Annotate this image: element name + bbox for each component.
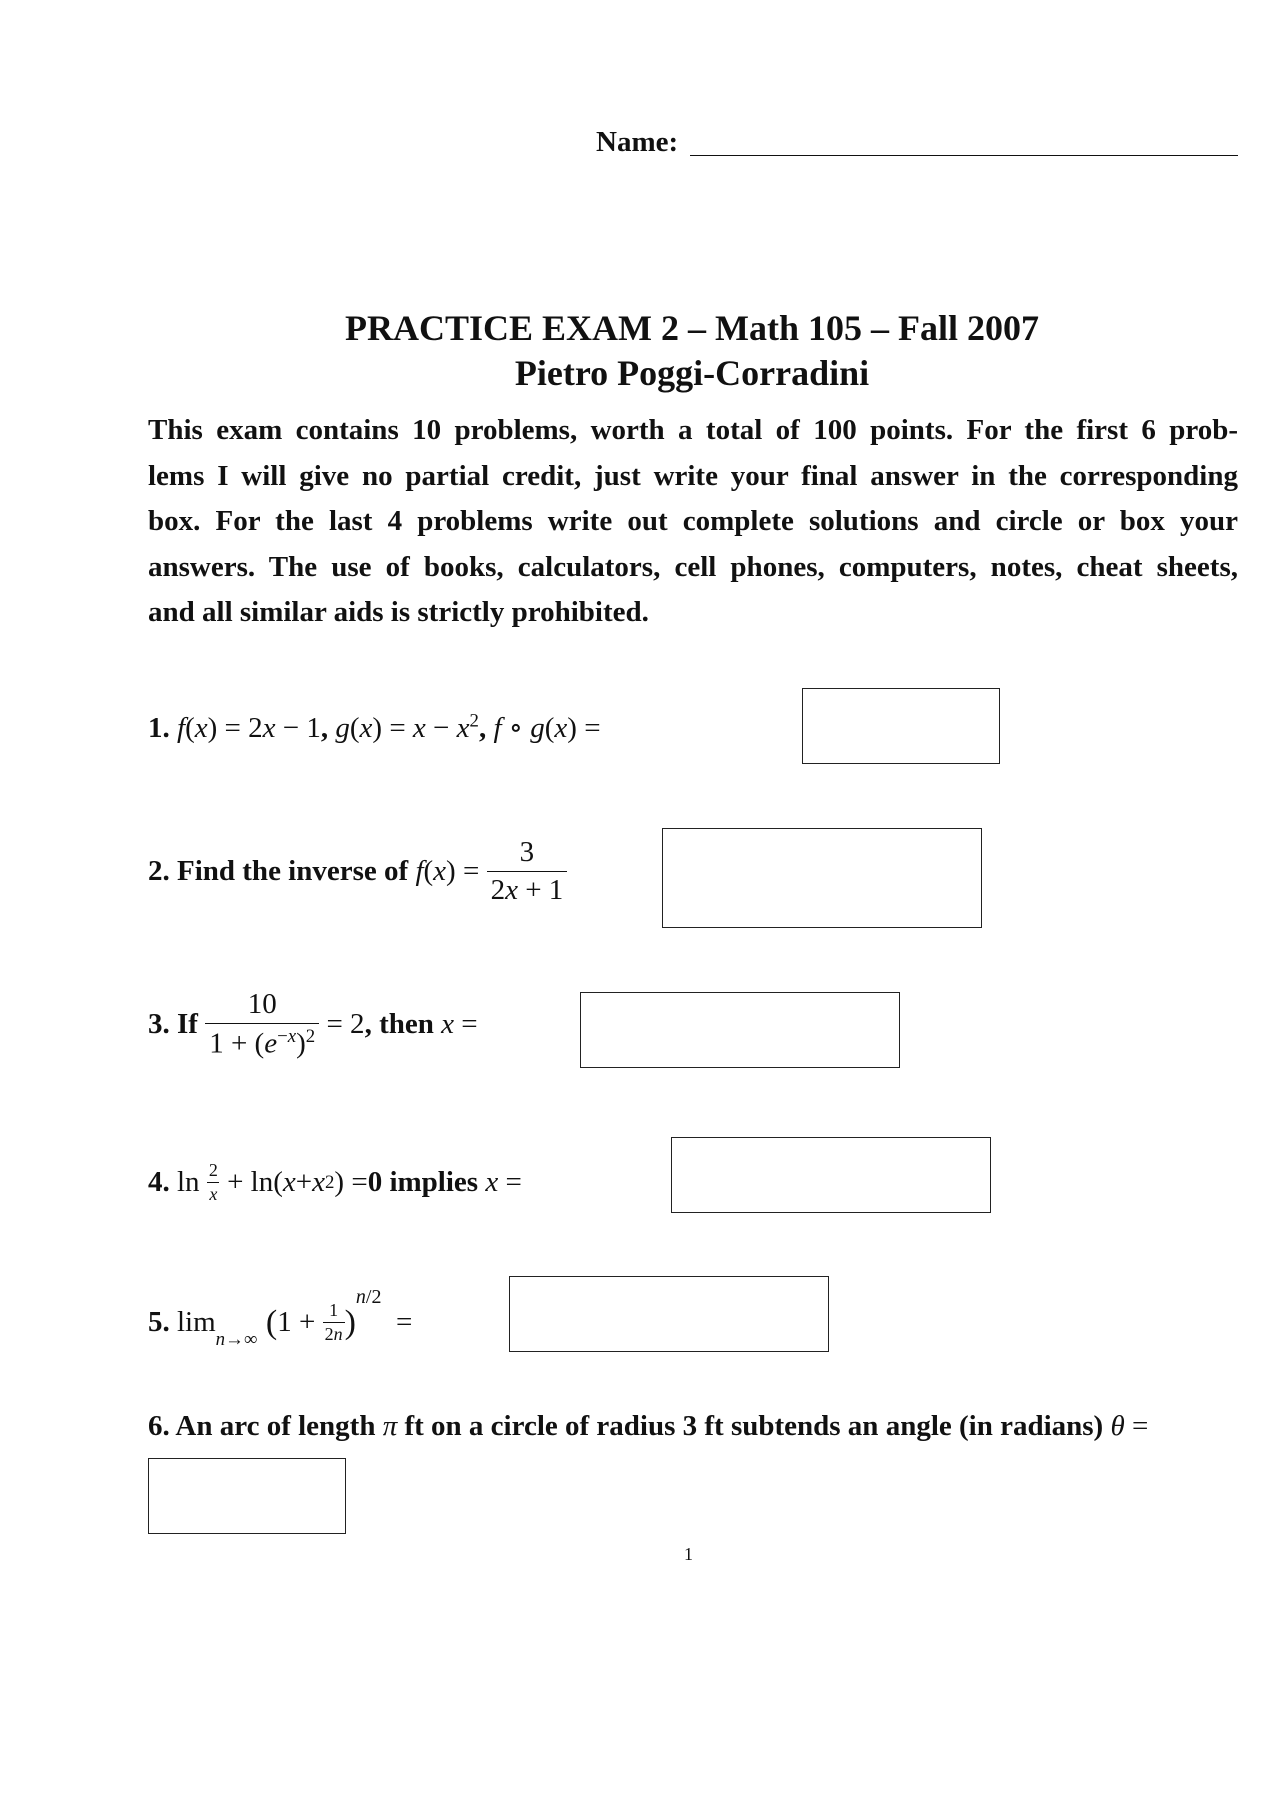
instructions-line: answers. The use of books, calculators, cell phones, computers, notes, cheat sheets, [148,550,1238,583]
problem-1: 1. f(x) = 2x − 1, $g(x) = x - x^2$, f ∘ g(x) = [148,710,601,744]
exam-author: Pietro Poggi-Corradini [514,353,870,393]
problem-text-then: then [379,1007,434,1040]
problem-5: 5. lim $_{n \to\infty}$ ( 1 + $\frac{1}{2n}$ ) $^{n /2}$ = [148,1286,413,1350]
problem-text: implies [389,1166,479,1198]
answer-box-1[interactable] [802,688,1000,764]
name-label: Name: [596,126,679,158]
instructions-line: This exam contains 10 problems, worth a total of 100 points. For the first 6 prob- [148,414,1238,446]
problem-number: 6. [148,1410,170,1442]
problem-2: 2. Find the inverse of f ( x ) = $\frac{3}{2x + 1}$ [148,836,567,907]
problem-number: 2. [148,855,170,887]
problem-6: 6. An arc of length π ft on a circle of radius 3 ft subtends an angle (in radians) θ = [148,1410,1149,1442]
fraction: $\frac{10}{1 + (e^{-x})^2}$ [205,988,319,1061]
answer-box-6[interactable] [148,1458,346,1534]
name-field[interactable] [690,155,1238,156]
answer-box-3[interactable] [580,992,900,1068]
problem-number: 4. [148,1166,170,1198]
problem-number: 5. [148,1306,170,1338]
page-number: 1 [684,1544,693,1564]
instructions-line: lems I will give no partial credit, just write your final answer in the corresponding [148,459,1238,492]
problem-number: 3. [148,1007,170,1040]
fraction: $\frac{3}{2x + 1}$ [487,836,568,907]
answer-box-4[interactable] [671,1137,991,1213]
instructions [148,408,1238,636]
instructions-line: box. For the last 4 problems write out complete solutions and circle or box your [148,505,1238,537]
problem-4: 4. ln $\frac{2}{x}$ + ln( x + x 2 ) = 0 implies x = [148,1160,522,1204]
problem-text-b: ft on a circle of radius 3 ft subtends an angle (in radians) [404,1410,1104,1442]
problem-text-if: If [177,1007,198,1040]
fraction: $\frac{1}{2n}$ [324,1300,343,1344]
problem-text: Find the inverse of [177,855,409,887]
instructions-line: and all similar aids is strictly prohibited. [148,596,649,628]
problem-number: 1. [148,712,170,744]
fraction: $\frac{2}{x}$ [208,1160,218,1204]
problem-3: 3. If $\frac{10}{1 + (e^{-x})^2}$ = 2 , then x = [148,988,478,1060]
answer-box-5[interactable] [509,1276,829,1352]
exam-title: PRACTICE EXAM 2 – Math 105 – Fall 2007 [345,308,1039,348]
answer-box-2[interactable] [662,828,982,928]
problem-text-a: An arc of length [175,1410,376,1442]
